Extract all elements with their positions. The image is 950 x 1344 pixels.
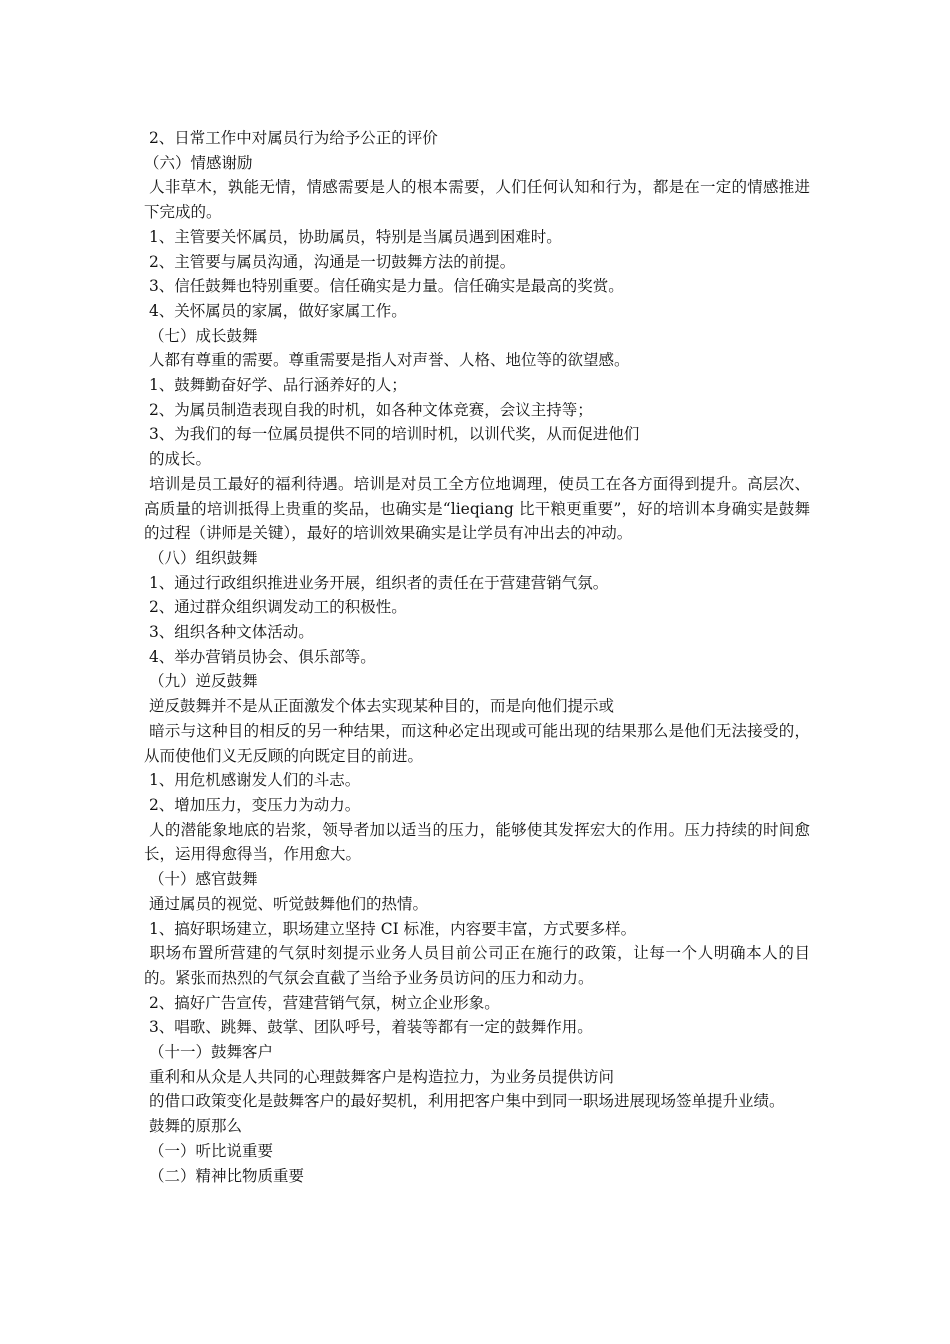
paragraph: 暗示与这种目的相反的另一种结果，而这种必定出现或可能出现的结果那么是他们无法接受的，从而使他们义无反顾的向既定目的前进。 [144, 721, 810, 765]
list-item: 1、主管要关怀属员，协助属员，特别是当属员遇到困难时。 [144, 227, 562, 246]
list-item: 3、为我们的每一位属员提供不同的培训时机，以训代奖，从而促进他们 [144, 425, 640, 444]
list-item: 1、用危机感谢发人们的斗志。 [144, 771, 361, 790]
text-line: 2、日常工作中对属员行为给予公正的评价 [144, 129, 438, 147]
paragraph: 通过属员的视觉、听觉鼓舞他们的热情。 [144, 894, 428, 913]
paragraph: 人都有尊重的需要。尊重需要是指人对声誉、人格、地位等的欲望感。 [144, 351, 630, 370]
section-heading: （二）精神比物质重要 [144, 1166, 304, 1185]
paragraph: 逆反鼓舞并不是从正面激发个体去实现某种目的，而是向他们提示或 [144, 697, 614, 716]
paragraph: 职场布置所营建的气氛时刻提示业务人员目前公司正在施行的政策，让每一个人明确本人的目的。紧张而热烈的气氛会直截了当给予业务员访问的压力和动力。 [144, 944, 810, 987]
section-heading: （六）情感谢励 [144, 153, 253, 172]
list-item: 1、搞好职场建立，职场建立坚持 CI 标准，内容要丰富，方式要多样。 [144, 919, 637, 938]
section-heading: 鼓舞的原那么 [144, 1117, 242, 1136]
section-heading: （九）逆反鼓舞 [144, 672, 258, 691]
list-item: 1、鼓舞勤奋好学、品行涵养好的人； [144, 376, 407, 395]
paragraph: 的借口政策变化是鼓舞客户的最好契机，利用把客户集中到同一职场进展现场签单提升业绩。 [144, 1092, 785, 1111]
paragraph: 培训是员工最好的福利待遇。培训是对员工全方位地调理，使员工在各方面得到提升。高层次、高质量的培训抵得上贵重的奖品，也确实是“lieqiang 比干粮更重要”，好的培训本身确实是鼓舞的过程（讲师是关键），最好的培训效果确实是让学员有冲出去的冲动。 [144, 474, 810, 543]
section-heading: （一）听比说重要 [144, 1141, 273, 1160]
document-page [144, 126, 810, 1188]
section-heading: （十一）鼓舞客户 [144, 1043, 273, 1062]
section-heading: （十）感官鼓舞 [144, 870, 258, 889]
list-item: 2、增加压力，变压力为动力。 [144, 795, 361, 814]
paragraph: 人的潜能象地底的岩浆，领导者加以适当的压力，能够使其发挥宏大的作用。压力持续的时间愈长，运用得愈得当，作用愈大。 [144, 820, 810, 864]
section-heading: （七）成长鼓舞 [144, 326, 258, 345]
list-item: 2、通过群众组织调发动工的积极性。 [144, 598, 407, 617]
section-heading: （八）组织鼓舞 [144, 548, 258, 567]
list-item: 4、举办营销员协会、俱乐部等。 [144, 647, 376, 666]
paragraph: 重利和从众是人共同的心理鼓舞客户是构造拉力，为业务员提供访问 [144, 1067, 614, 1086]
list-item: 3、组织各种文体活动。 [144, 623, 314, 642]
list-item: 4、关怀属员的家属，做好家属工作。 [144, 301, 407, 320]
text-line: 的成长。 [144, 450, 211, 469]
list-item: 2、为属员制造表现自我的时机，如各种文体竞赛，会议主持等； [144, 400, 593, 419]
list-item: 2、搞好广告宣传，营建营销气氛，树立企业形象。 [144, 993, 500, 1012]
list-item: 3、唱歌、跳舞、鼓掌、团队呼号，着装等都有一定的鼓舞作用。 [144, 1018, 593, 1037]
list-item: 2、主管要与属员沟通，沟通是一切鼓舞方法的前提。 [144, 252, 516, 271]
paragraph: 人非草木，孰能无情，情感需要是人的根本需要，人们任何认知和行为，都是在一定的情感推进下完成的。 [144, 178, 810, 222]
list-item: 3、信任鼓舞也特别重要。信任确实是力量。信任确实是最高的奖赏。 [144, 277, 624, 296]
list-item: 1、通过行政组织推进业务开展，组织者的责任在于营建营销气氛。 [144, 573, 609, 592]
